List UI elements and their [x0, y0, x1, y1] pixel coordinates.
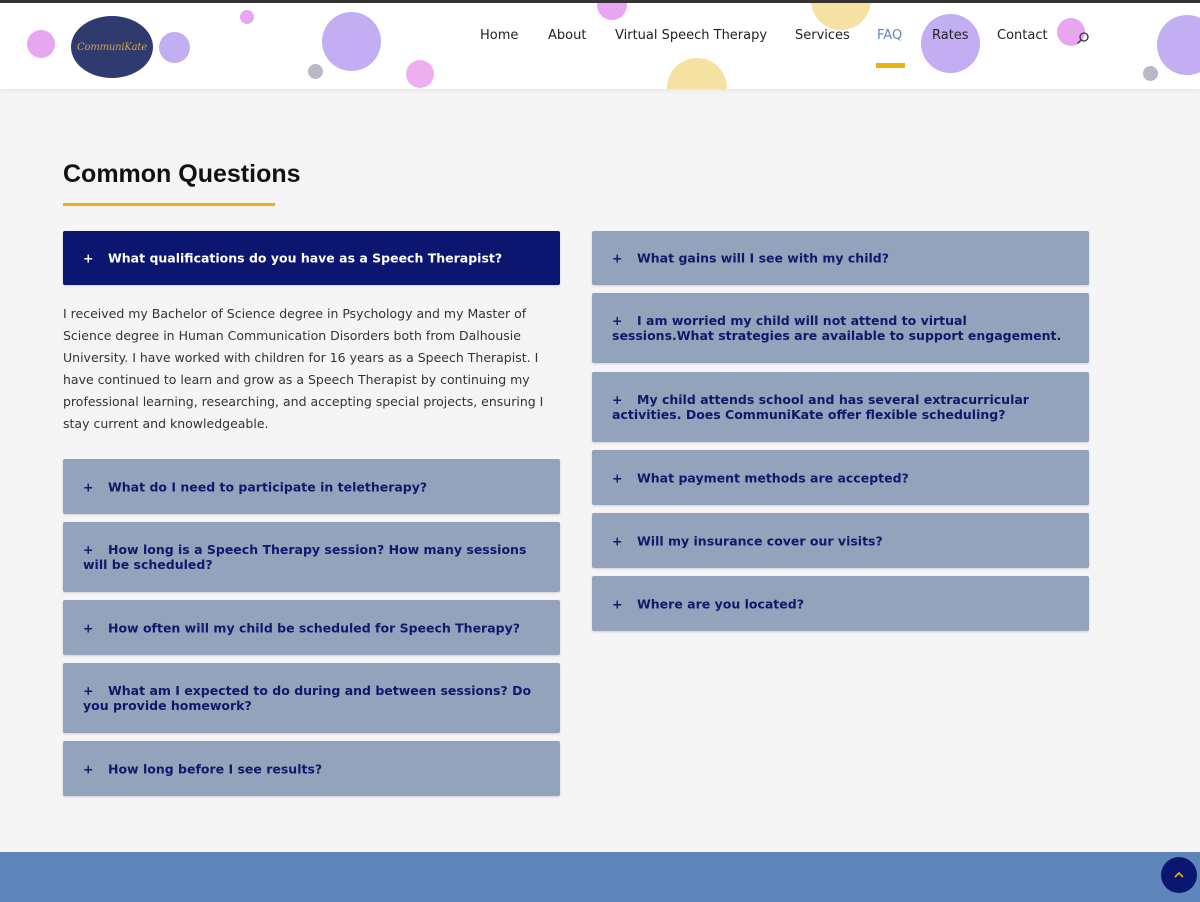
nav-faq[interactable]: FAQ: [877, 28, 903, 43]
chevron-up-icon: [1173, 871, 1185, 879]
faq-question: How long before I see results?: [108, 761, 323, 776]
plus-icon: +: [83, 542, 94, 557]
site-footer: [0, 852, 1200, 902]
plus-icon: +: [612, 313, 623, 328]
faq-question: What gains will I see with my child?: [637, 250, 889, 266]
nav-services[interactable]: Services: [795, 28, 850, 43]
page-title: Common Questions: [63, 160, 301, 188]
faq-question: Will my insurance cover our visits?: [637, 533, 883, 548]
faq-question: What am I expected to do during and between sessions? Do you provide homework?: [83, 683, 532, 713]
plus-icon: +: [83, 683, 94, 698]
faq-question: I am worried my child will not attend to virtual sessions.What strategies are available to support engagement.: [612, 313, 1062, 343]
faq-item[interactable]: [63, 741, 560, 796]
faq-item[interactable]: [592, 450, 1089, 505]
faq-item[interactable]: [592, 576, 1089, 631]
faq-item-qualifications[interactable]: [63, 231, 560, 285]
nav-home[interactable]: Home: [480, 28, 519, 43]
faq-item[interactable]: [63, 522, 560, 592]
plus-icon: +: [83, 620, 94, 635]
faq-item[interactable]: [592, 372, 1089, 442]
faq-answer: I received my Bachelor of Science degree in Psychology and my Master of Science degree in Human Communication Disorders both from Dalhousie University. I have worked with children for 16 years as a Speech Therapist. I have continued to learn and grow as a Speech Therapist by continuing my professional learning, researching, and accepting special projects, ensuring I stay current and knowledgeable.: [63, 306, 544, 431]
faq-question: What payment methods are accepted?: [637, 470, 909, 485]
plus-icon: +: [83, 761, 94, 776]
title-underline: [63, 203, 275, 206]
faq-item[interactable]: [592, 231, 1089, 285]
nav-about[interactable]: About: [548, 28, 587, 43]
faq-item[interactable]: [63, 459, 560, 514]
faq-question: Where are you located?: [637, 596, 804, 611]
faq-question: My child attends school and has several extracurricular activities. Does CommuniKate offer flexible scheduling?: [612, 392, 1029, 422]
faq-question: What qualifications do you have as a Speech Therapist?: [108, 250, 503, 266]
active-nav-indicator: [876, 63, 905, 68]
plus-icon: +: [83, 479, 94, 494]
nav-contact[interactable]: Contact: [997, 28, 1048, 43]
faq-item[interactable]: [592, 513, 1089, 568]
plus-icon: +: [612, 250, 623, 266]
plus-icon: +: [83, 250, 94, 266]
plus-icon: +: [612, 470, 623, 485]
nav-rates[interactable]: Rates: [932, 28, 969, 43]
site-header: [0, 0, 1200, 89]
plus-icon: +: [612, 533, 623, 548]
plus-icon: +: [612, 596, 623, 611]
plus-icon: +: [612, 392, 623, 407]
faq-question: What do I need to participate in teletherapy?: [108, 479, 428, 494]
back-to-top-button[interactable]: [1161, 857, 1197, 893]
main-nav: [0, 0, 1200, 89]
faq-item[interactable]: [592, 293, 1089, 363]
top-border-line: [0, 0, 1200, 3]
faq-item[interactable]: [63, 600, 560, 655]
search-icon[interactable]: [1076, 31, 1090, 45]
faq-question: How long is a Speech Therapy session? How many sessions will be scheduled?: [83, 542, 527, 572]
nav-virtual-speech-therapy[interactable]: Virtual Speech Therapy: [615, 28, 768, 43]
logo-text: CommuniKate: [77, 41, 147, 53]
faq-item[interactable]: [63, 663, 560, 733]
faq-question: How often will my child be scheduled for Speech Therapy?: [108, 620, 521, 635]
